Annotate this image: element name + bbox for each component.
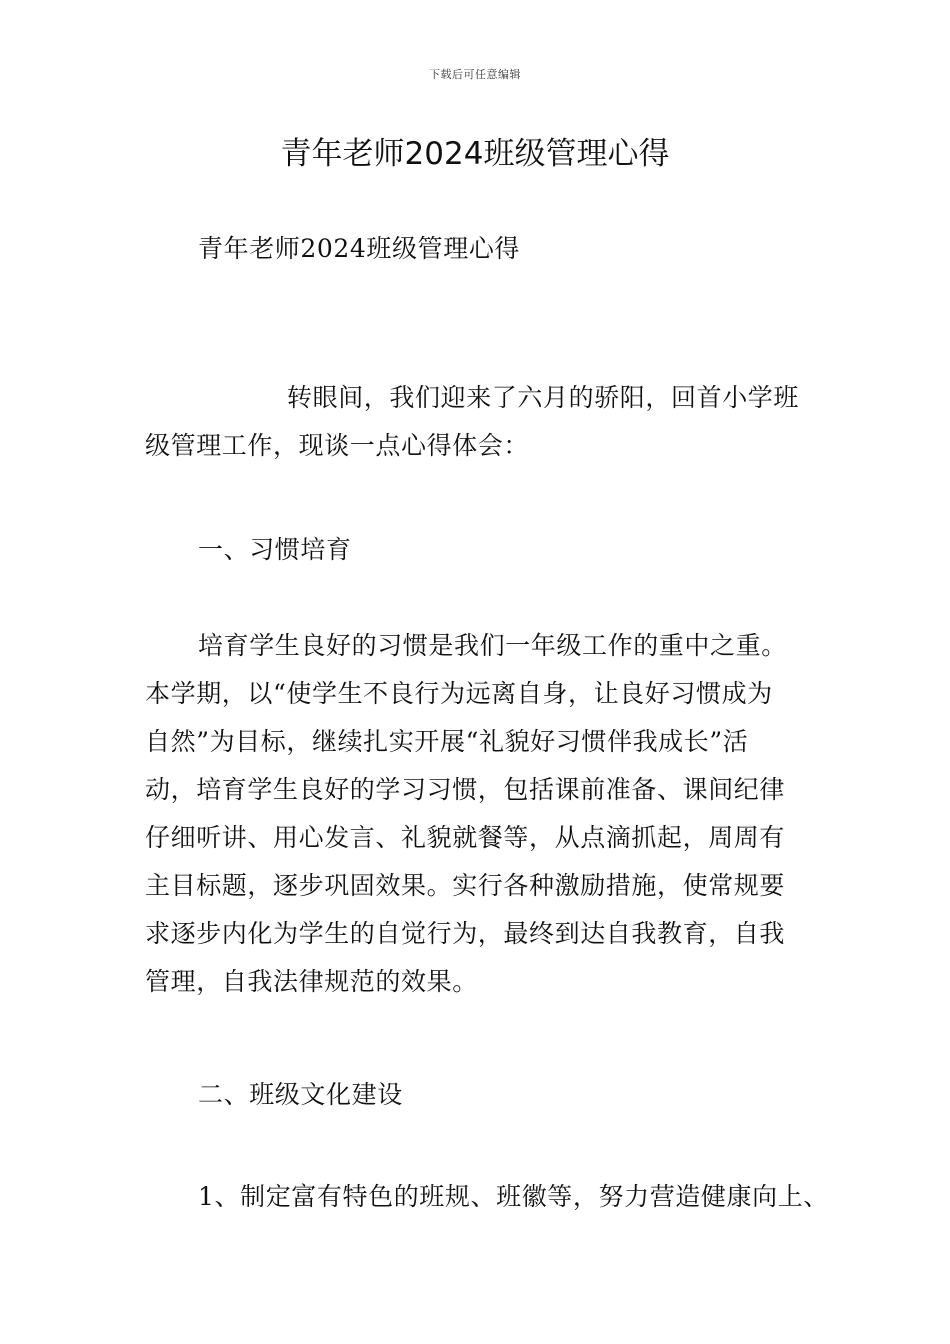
subtitle-line: 青年老师2024班级管理心得 [198,234,521,263]
intro-row: 转眼间，我们迎来了六月的骄阳，回首小学班 [287,383,800,412]
document-title: 青年老师2024班级管理心得 [280,136,670,172]
paragraph-row: 自然”为目标，继续扎实开展“礼貌好习惯伴我成长”活 [145,727,749,756]
section-heading-class-culture: 二、班级文化建设 [198,1080,403,1109]
header-note: 下载后可任意编辑 [429,68,521,81]
intro-row: 级管理工作，现谈一点心得体会： [145,431,530,460]
paragraph-row: 求逐步内化为学生的自觉行为，最终到达自我教育，自我 [145,919,786,948]
paragraph-row: 主目标题，逐步巩固效果。实行各种激励措施，使常规要 [145,871,786,900]
section-heading-habits: 一、习惯培育 [198,535,352,564]
intro-paragraph [145,374,825,470]
paragraph-row: 管理，自我法律规范的效果。 [145,967,478,996]
section-habits-paragraph [145,622,825,1006]
paragraph-row: 动，培育学生良好的学习习惯，包括课前准备、课间纪律 [145,775,786,804]
paragraph-row: 本学期，以“使学生不良行为远离自身，让良好习惯成为 [145,679,773,708]
class-culture-item-1: 1、制定富有特色的班规、班徽等，努力营造健康向上、 [198,1182,829,1211]
paragraph-row: 仔细听讲、用心发言、礼貌就餐等，从点滴抓起，周周有 [145,823,786,852]
paragraph-row: 培育学生良好的习惯是我们一年级工作的重中之重。 [198,631,787,660]
